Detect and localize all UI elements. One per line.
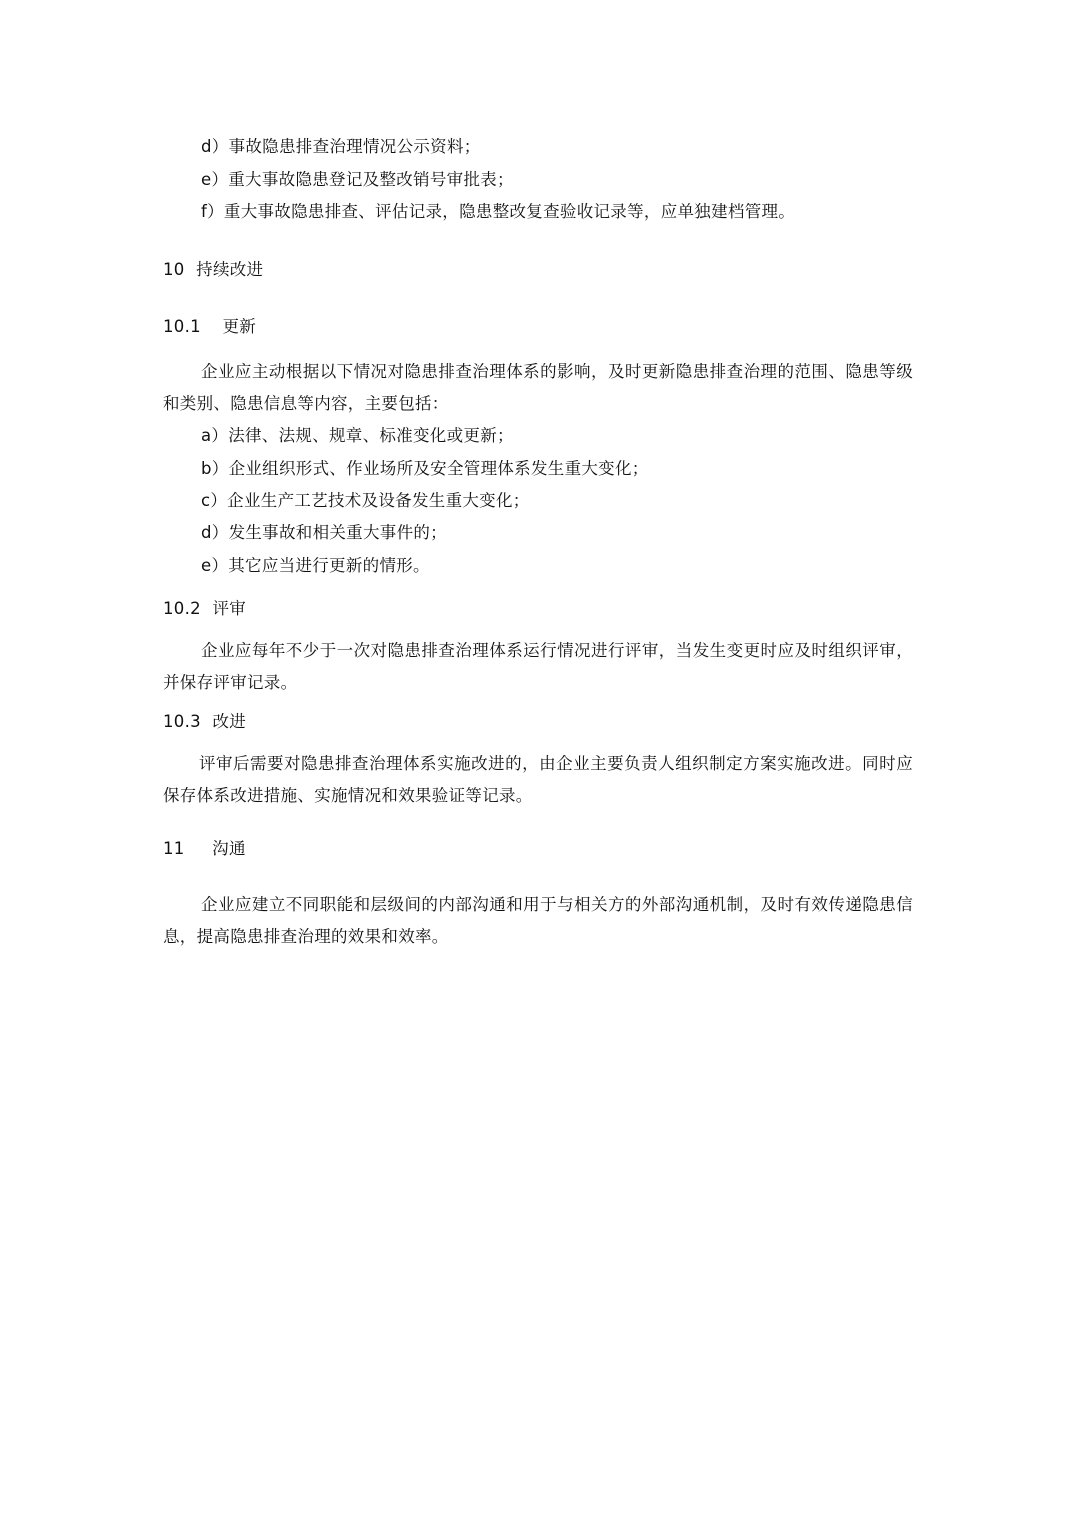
section-11-paragraph: 企业应建立不同职能和层级间的内部沟通和用于与相关方的外部沟通机制，及时有效传递隐患信息，提高隐患排查治理的效果和效率。 — [163, 895, 913, 946]
section-10-3-paragraph: 评审后需要对隐患排查治理体系实施改进的，由企业主要负责人组织制定方案实施改进。同时应保存体系改进措施、实施情况和效果验证等记录。 — [163, 754, 913, 805]
section-10-1-number: 10.1 — [163, 317, 201, 336]
section-10-3-number: 10.3 — [163, 712, 201, 731]
list-item-f: f）重大事故隐患排查、评估记录，隐患整改复查验收记录等，应单独建档管理。 — [201, 202, 796, 221]
section-10-1-paragraph: 企业应主动根据以下情况对隐患排查治理体系的影响，及时更新隐患排查治理的范围、隐患等级和类别、隐患信息等内容，主要包括： — [163, 362, 913, 413]
section-11-heading — [163, 838, 246, 860]
section-10-heading — [163, 259, 263, 281]
section-10-2-paragraph: 企业应每年不少于一次对隐患排查治理体系运行情况进行评审，当发生变更时应及时组织评审，并保存评审记录。 — [163, 641, 913, 692]
section-10-1-title: 更新 — [222, 317, 257, 336]
update-item-d: d）发生事故和相关重大事件的； — [201, 523, 447, 542]
section-10-2-number: 10.2 — [163, 599, 201, 618]
section-10-3-heading — [163, 711, 246, 733]
update-item-e: e）其它应当进行更新的情形。 — [201, 556, 430, 575]
section-10-number: 10 — [163, 260, 185, 279]
section-10-2-heading — [163, 598, 246, 620]
list-item-d: d）事故隐患排查治理情况公示资料； — [201, 137, 481, 156]
list-item-e: e）重大事故隐患登记及整改销号审批表； — [201, 170, 514, 189]
section-10-3-title: 改进 — [212, 712, 247, 731]
section-10-1-heading — [163, 316, 256, 338]
update-item-a: a）法律、法规、规章、标准变化或更新； — [201, 426, 514, 445]
section-11-title: 沟通 — [212, 839, 246, 858]
section-11-number: 11 — [163, 839, 185, 858]
section-10-2-title: 评审 — [212, 599, 247, 618]
update-item-b: b）企业组织形式、作业场所及安全管理体系发生重大变化； — [201, 459, 649, 478]
section-10-title: 持续改进 — [196, 260, 264, 279]
update-item-c: c）企业生产工艺技术及设备发生重大变化； — [201, 491, 530, 510]
